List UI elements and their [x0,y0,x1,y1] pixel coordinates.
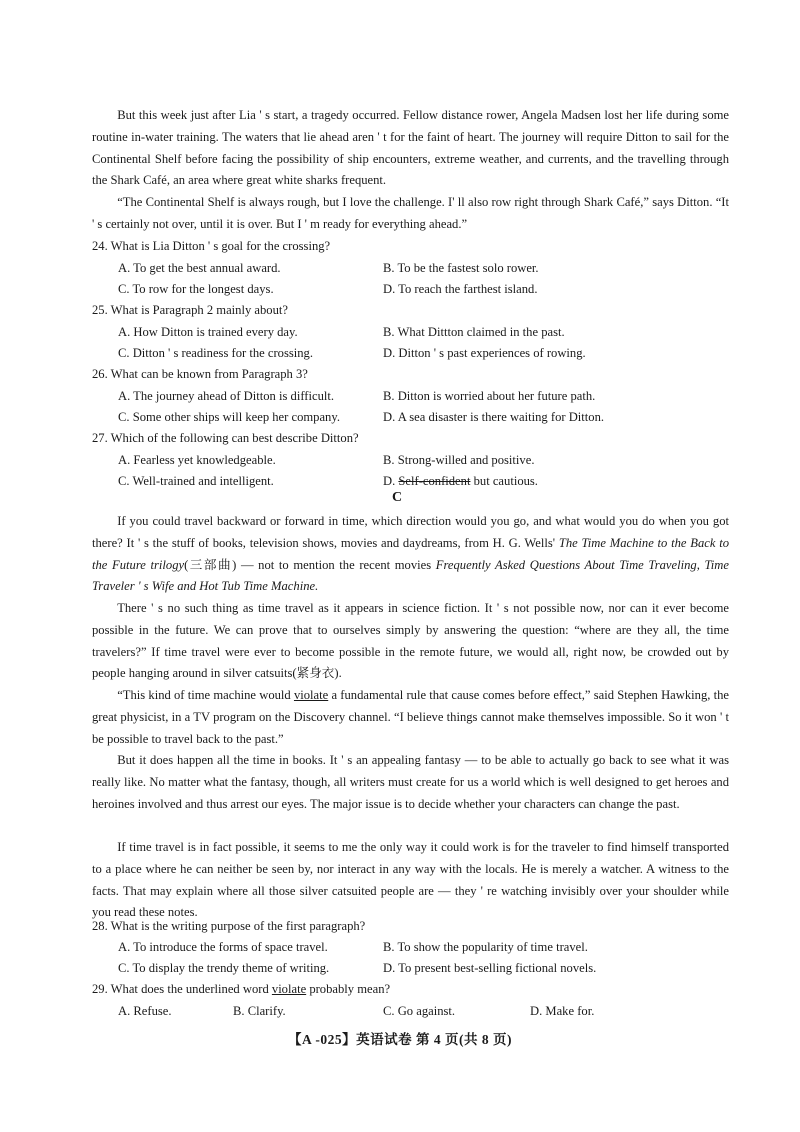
underlined-word: violate [271,982,307,996]
option-29b: B. Clarify. [233,1004,286,1018]
passage-paragraph [92,511,729,598]
text-run: probably mean? [306,982,391,996]
italic-title: The Time Machine to the Back to the Future trilogy [92,535,730,572]
text-run: a fundamental rule that cause comes before effect,” said Stephen Hawking, the great physicist, in a TV program on the Discovery channel. “I believe things cannot make themselves impossible. So it won ' t be possible to travel back to the past.” [92,688,730,746]
question-28: 28. What is the writing purpose of the first paragraph? [92,919,366,933]
passage-paragraph [92,685,729,750]
passage-paragraph: There ' s no such thing as time travel as it appears in science fiction. It ' s not possible now, nor can it ever become possible in the future. We can prove that to ourselves simply by answering the question: “where are they all, the time travelers?” If time travel were ever to become possible in the remote future, we would all, right now, be crowded out by people hanging around in silver catsuits(紧身衣). [92,601,729,681]
option-24b: B. To be the fastest solo rower. [383,261,539,275]
option-27c: C. Well-trained and intelligent. [118,474,274,488]
option-24c: C. To row for the longest days. [118,282,274,296]
text-run: (三部曲) — not to mention the recent movies [184,557,436,572]
option-24d: D. To reach the farthest island. [383,282,538,296]
option-29a: A. Refuse. [118,1004,172,1018]
passage-paragraph: “The Continental Shelf is always rough, but I love the challenge. I' ll also row right through Shark Café,” says Ditton. “It ' s certainly not over, until it is over. But I ' m ready for everything ahead.” [92,195,729,231]
option-25a: A. How Ditton is trained every day. [118,325,298,339]
text-run: “This kind of time machine would [117,688,294,702]
question-29 [92,979,390,999]
option-28a: A. To introduce the forms of space travel. [118,940,328,954]
option-24a: A. To get the best annual award. [118,261,281,275]
option-29d: D. Make for. [530,1004,595,1018]
option-29c: C. Go against. [383,1004,456,1018]
option-26b: B. Ditton is worried about her future path. [383,389,596,403]
option-27d-prefix: D. [383,474,396,488]
option-28c: C. To display the trendy theme of writing. [118,961,330,975]
option-25b: B. What Dittton claimed in the past. [383,325,565,339]
option-26c: C. Some other ships will keep her company. [118,410,340,424]
passage-paragraph: If time travel is in fact possible, it seems to me the only way it could work is for the traveler to find himself transported to a place where he can neither be seen by, nor interact in any way with the locals. He is merely a watcher. A witness to the facts. That may explain where all those silver catsuited people are — they ' re watching invisibly over your shoulder while you read these notes. [92,840,729,920]
option-27d-rest: but cautious. [470,474,538,488]
underlined-word: violate [293,688,329,702]
page-footer: 【A -025】英语试卷 第 4 页(共 8 页) [288,1032,512,1047]
option-27b: B. Strong-willed and positive. [383,453,535,467]
option-27d [383,471,538,491]
option-28b: B. To show the popularity of time travel. [383,940,588,954]
struck-word: Self-confident [398,474,471,488]
option-25c: C. Ditton ' s readiness for the crossing. [118,346,313,360]
text-run: 29. What does the underlined word [92,982,272,996]
passage-paragraph: But this week just after Lia ' s start, a tragedy occurred. Fellow distance rower, Angela Madsen lost her life during some routine in-water training. The waters that lie ahead aren ' t for the faint of heart. The journey will require Ditton to sail for the Continental Shelf before facing the possibility of ship encounters, extreme weather, and currents, and the travelling through the Shark Café, an area where great white sharks frequent. [92,108,729,188]
question-24: 24. What is Lia Ditton ' s goal for the crossing? [92,239,331,253]
passage-paragraph: But it does happen all the time in books. It ' s an appealing fantasy — to be able to actually go back to see what it was really like. No matter what the fantasy, though, all writers must create for us a world which is well designed to get heroes and heroines involved and thus arrest our eyes. The major issue is to decide whether your characters can change the past. [92,753,729,811]
option-27a: A. Fearless yet knowledgeable. [118,453,276,467]
text-run: If you could travel backward or forward in time, which direction would you go, and what would you do when you got there? It ' s the stuff of books, television shows, movies and daydreams, from H. G. Wells' [92,514,729,550]
question-27: 27. Which of the following can best describe Ditton? [92,431,359,445]
question-26: 26. What can be known from Paragraph 3? [92,367,308,381]
option-25d: D. Ditton ' s past experiences of rowing. [383,346,586,360]
italic-title: Frequently Asked Questions About Time Traveling, Time Traveler ' s Wife and Hot Tub Time Machine. [92,557,729,594]
section-label: C [392,490,403,505]
option-28d: D. To present best-selling fictional novels. [383,961,597,975]
option-26a: A. The journey ahead of Ditton is difficult. [118,389,335,403]
question-25: 25. What is Paragraph 2 mainly about? [92,303,288,317]
option-26d: D. A sea disaster is there waiting for Ditton. [383,410,605,424]
